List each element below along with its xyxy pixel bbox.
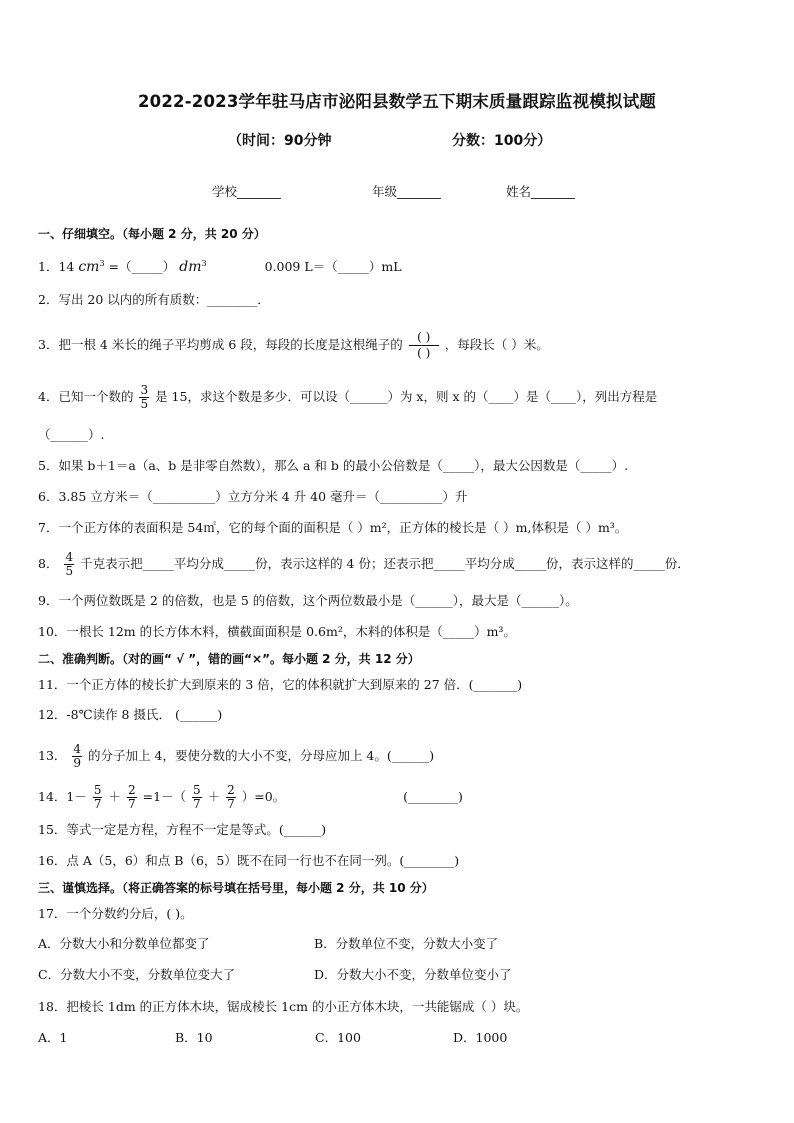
fraction: $\frac{2}{7}$ [227, 783, 235, 811]
option-18-C[interactable]: C．100 [315, 1030, 361, 1045]
fraction: $\frac{5}{7}$ [93, 783, 102, 811]
question-5[interactable]: 5．如果 b＋1＝a（a、b 是非零自然数），那么 a 和 b 的最小公倍数是（_____），最大公因数是（_____）. [38, 458, 629, 473]
question-2[interactable]: 2．写出 20 以内的所有质数：________． [38, 292, 270, 307]
section-heading-1: 一、仔细填空。（每小题 2 分，共 20 分） [38, 227, 266, 241]
question-7[interactable]: 7．一个正方体的表面积是 54㎡，它的每个面的面积是（ ）m²，正方体的棱长是（ ）m,体积是（ ）m³。 [38, 520, 628, 535]
answer-blank[interactable]: 0.009 L＝（_____）mL [264, 259, 402, 275]
option-17-C[interactable]: C．分数大小不变，分数单位变大了 [38, 967, 236, 982]
option-17-D[interactable]: D．分数大小不变，分数单位变小了 [314, 967, 512, 982]
exam-score: 分数：100分） [452, 133, 552, 149]
question-4: 4．已知一个数的 $\frac{3}{5}$ 是 15，求这个数是多少．可以设（______）为 x，则 x 的（____）是（____），列出方程是 [38, 383, 658, 411]
option-18-B[interactable]: B．10 [175, 1030, 213, 1045]
question-15[interactable]: 15．等式一定是方程，方程不一定是等式。(______) [38, 822, 327, 837]
question-9[interactable]: 9．一个两位数既是 2 的倍数，也是 5 的倍数，这个两位数最小是（______），最大是（______）。 [38, 593, 578, 608]
exam-time: （时间：90分钟 [228, 133, 332, 149]
question-12[interactable]: 12．-8℃读作 8 摄氏． (______) [38, 707, 223, 722]
question-16[interactable]: 16．点 A（5，6）和点 B（6，5）既不在同一行也不在同一列。(________) [38, 853, 460, 868]
section-heading-3: 三、谨慎选择。（将正确答案的标号填在括号里，每小题 2 分，共 10 分） [38, 881, 434, 895]
question-11[interactable]: 11．一个正方体的棱长扩大到原来的 3 倍，它的体积就扩大到原来的 27 倍．(_______) [38, 677, 523, 692]
option-17-B[interactable]: B．分数单位不变，分数大小变了 [314, 936, 499, 951]
question-3: 3．把一根 4 米长的绳子平均剪成 6 段，每段的长度是这根绳子的 ( ) ( ) ，每段长（ ）米。 [38, 330, 549, 360]
answer-blank[interactable]: (________) [403, 789, 463, 804]
question-14: 14．1－ $\frac{5}{7}$ ＋ $\frac{2}{7}$ =1－（ $\frac{5}{7}$ ＋ $\frac{2}{7}$ ）=0。 (________) [38, 783, 463, 811]
question-18[interactable]: 18．把棱长 1dm 的正方体木块，锯成棱长 1cm 的小正方体木块，一共能锯成（ ）块。 [38, 999, 529, 1014]
fraction: $\frac{2}{7}$ [127, 783, 136, 811]
question-6[interactable]: 6．3.85 立方米＝（__________）立方分米 4 升 40 毫升＝（__________）升 [38, 489, 468, 504]
section-heading-2: 二、准确判断。（对的画“ √ ”，错的画“×”。每小题 2 分，共 12 分） [38, 652, 420, 666]
option-18-D[interactable]: D．1000 [453, 1030, 508, 1045]
answer-blank[interactable]: =（_____） [108, 259, 176, 275]
question-1: 1．14 $cm^3$ =（_____） $dm^3$ 0.009 L＝（_____）mL [38, 259, 402, 276]
question-13: 13． $\frac{4}{9}$ 的分子加上 4，要使分数的大小不变，分母应加上 4。(______) [38, 742, 435, 770]
question-8: 8． $\frac{4}{5}$ 千克表示把_____平均分成_____份，表示这样的 4 份；还表示把_____平均分成_____份，表示这样的_____份． [38, 550, 690, 578]
option-17-A[interactable]: A．分数大小和分数单位都变了 [38, 936, 210, 951]
question-4-cont[interactable]: （______）. [38, 427, 105, 442]
page-title: 2022-2023学年驻马店市泌阳县数学五下期末质量跟踪监视模拟试题 [138, 92, 656, 111]
name-field[interactable]: 姓名_______ [506, 184, 575, 199]
fraction: $\frac{5}{7}$ [193, 783, 201, 811]
question-17[interactable]: 17．一个分数约分后，( )。 [38, 906, 193, 921]
fraction: $\frac{4}{5}$ [65, 550, 74, 578]
fraction: $\frac{4}{9}$ [73, 742, 82, 770]
school-field[interactable]: 学校_______ [212, 184, 281, 199]
fraction: $\frac{3}{5}$ [140, 383, 149, 411]
grade-field[interactable]: 年级_______ [372, 184, 441, 199]
option-18-A[interactable]: A．1 [38, 1030, 68, 1045]
fraction-blank[interactable]: ( ) ( ) [409, 330, 439, 361]
question-10[interactable]: 10．一根长 12m 的长方体木料，横截面面积是 0.6m²，木料的体积是（_____）m³。 [38, 624, 516, 639]
